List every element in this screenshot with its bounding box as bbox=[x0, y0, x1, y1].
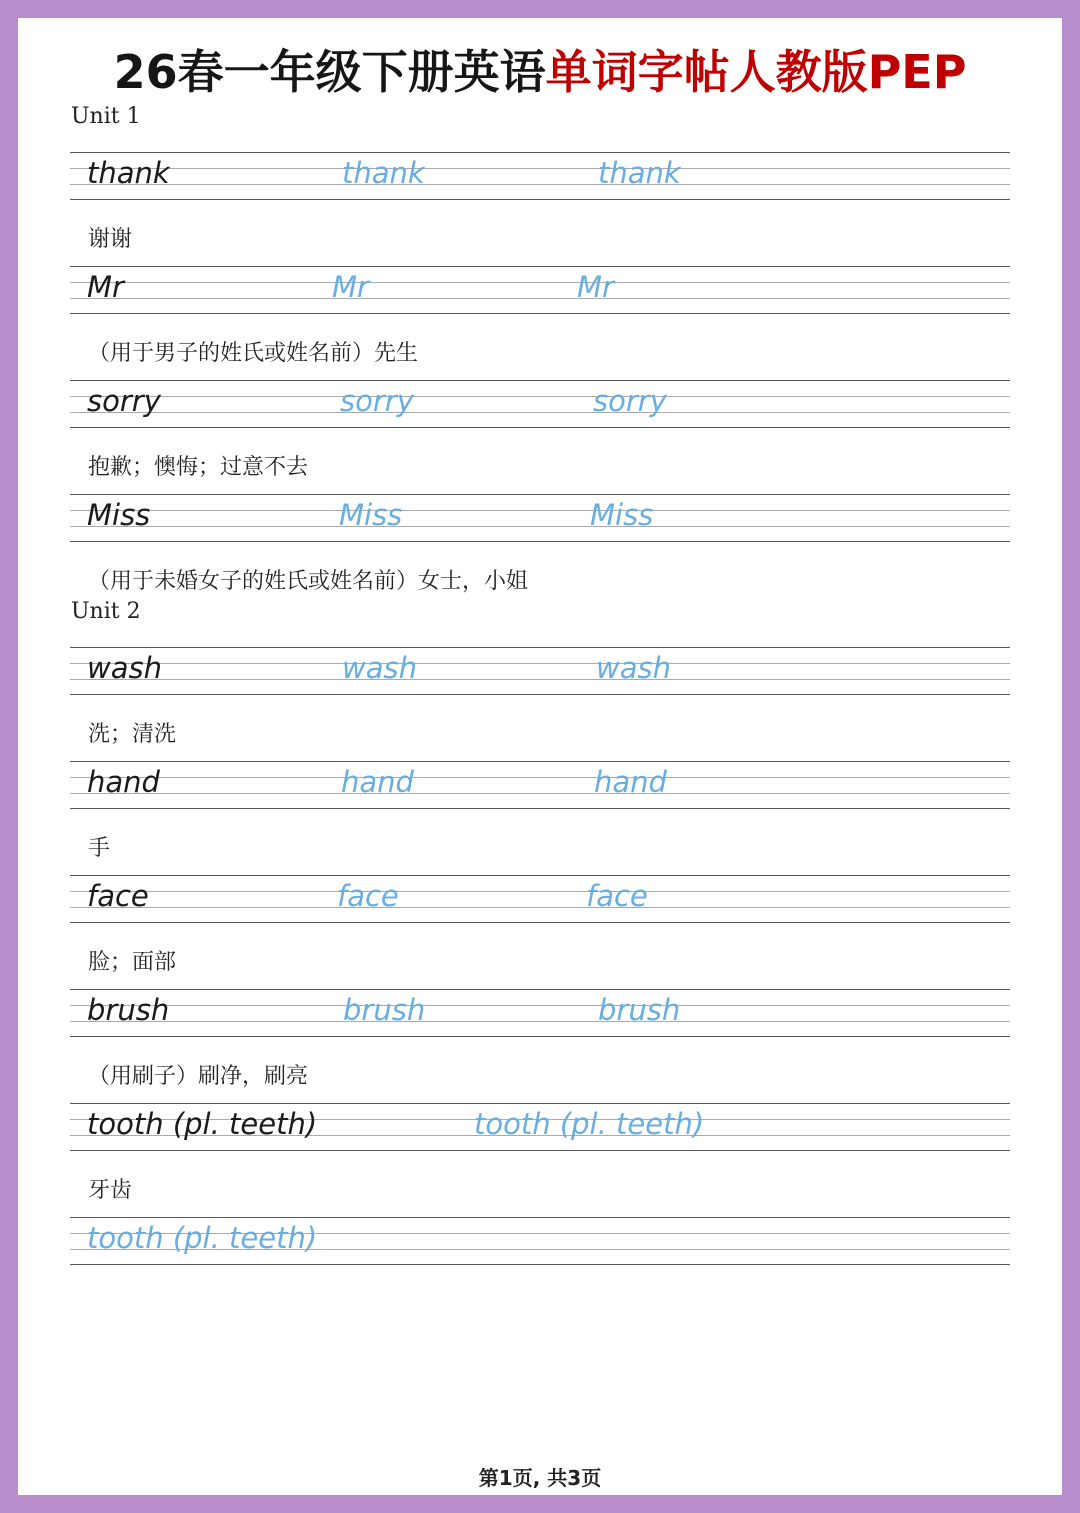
word-meaning: （用于未婚女子的姓氏或姓名前）女士，小姐 bbox=[88, 569, 529, 594]
writing-row bbox=[70, 647, 1010, 695]
writing-row bbox=[70, 989, 1010, 1037]
word-example: face bbox=[87, 879, 149, 913]
word-meaning: 洗；清洗 bbox=[88, 722, 177, 747]
word-trace: hand bbox=[341, 765, 414, 799]
page-title bbox=[18, 44, 1062, 100]
writing-row bbox=[70, 1103, 1010, 1151]
word-example: Mr bbox=[87, 270, 124, 304]
word-meaning: （用于男子的姓氏或姓名前）先生 bbox=[88, 341, 419, 366]
word-example: Miss bbox=[87, 498, 151, 532]
word-meaning: 手 bbox=[88, 836, 111, 861]
word-example: wash bbox=[87, 651, 162, 685]
word-trace: brush bbox=[598, 993, 681, 1027]
word-meaning: 谢谢 bbox=[88, 227, 133, 252]
word-trace: sorry bbox=[593, 384, 667, 418]
word-trace: thank bbox=[598, 156, 681, 190]
word-meaning: （用刷子）刷净，刷亮 bbox=[88, 1064, 309, 1089]
word-trace: Miss bbox=[339, 498, 403, 532]
word-trace: wash bbox=[342, 651, 417, 685]
word-trace: tooth (pl. teeth) bbox=[87, 1221, 318, 1255]
writing-row bbox=[70, 1217, 1010, 1265]
word-trace: Miss bbox=[590, 498, 654, 532]
unit-label: Unit 1 bbox=[71, 104, 141, 129]
worksheet-page bbox=[18, 18, 1062, 1495]
word-trace: face bbox=[586, 879, 648, 913]
word-trace: tooth (pl. teeth) bbox=[474, 1107, 705, 1141]
word-trace: Mr bbox=[332, 270, 369, 304]
writing-row bbox=[70, 761, 1010, 809]
word-trace: wash bbox=[596, 651, 671, 685]
writing-row bbox=[70, 380, 1010, 428]
word-example: sorry bbox=[87, 384, 161, 418]
word-trace: face bbox=[337, 879, 399, 913]
word-example: brush bbox=[87, 993, 170, 1027]
writing-row bbox=[70, 266, 1010, 314]
writing-row bbox=[70, 494, 1010, 542]
title-part-black: 26春一年级下册英语 bbox=[113, 45, 546, 99]
word-trace: brush bbox=[343, 993, 426, 1027]
writing-row bbox=[70, 875, 1010, 923]
word-trace: Mr bbox=[577, 270, 614, 304]
unit-label: Unit 2 bbox=[71, 599, 141, 624]
word-trace: sorry bbox=[340, 384, 414, 418]
word-example: thank bbox=[87, 156, 170, 190]
word-meaning: 抱歉；懊悔；过意不去 bbox=[88, 455, 309, 480]
word-example: hand bbox=[87, 765, 160, 799]
word-trace: thank bbox=[342, 156, 425, 190]
writing-row bbox=[70, 152, 1010, 200]
word-meaning: 脸；面部 bbox=[88, 950, 177, 975]
word-example: tooth (pl. teeth) bbox=[87, 1107, 318, 1141]
word-trace: hand bbox=[594, 765, 667, 799]
word-meaning: 牙齿 bbox=[88, 1178, 133, 1203]
page-footer: 第1页, 共3页 bbox=[478, 1466, 602, 1490]
title-part-red: 单词字帖人教版PEP bbox=[545, 45, 967, 99]
